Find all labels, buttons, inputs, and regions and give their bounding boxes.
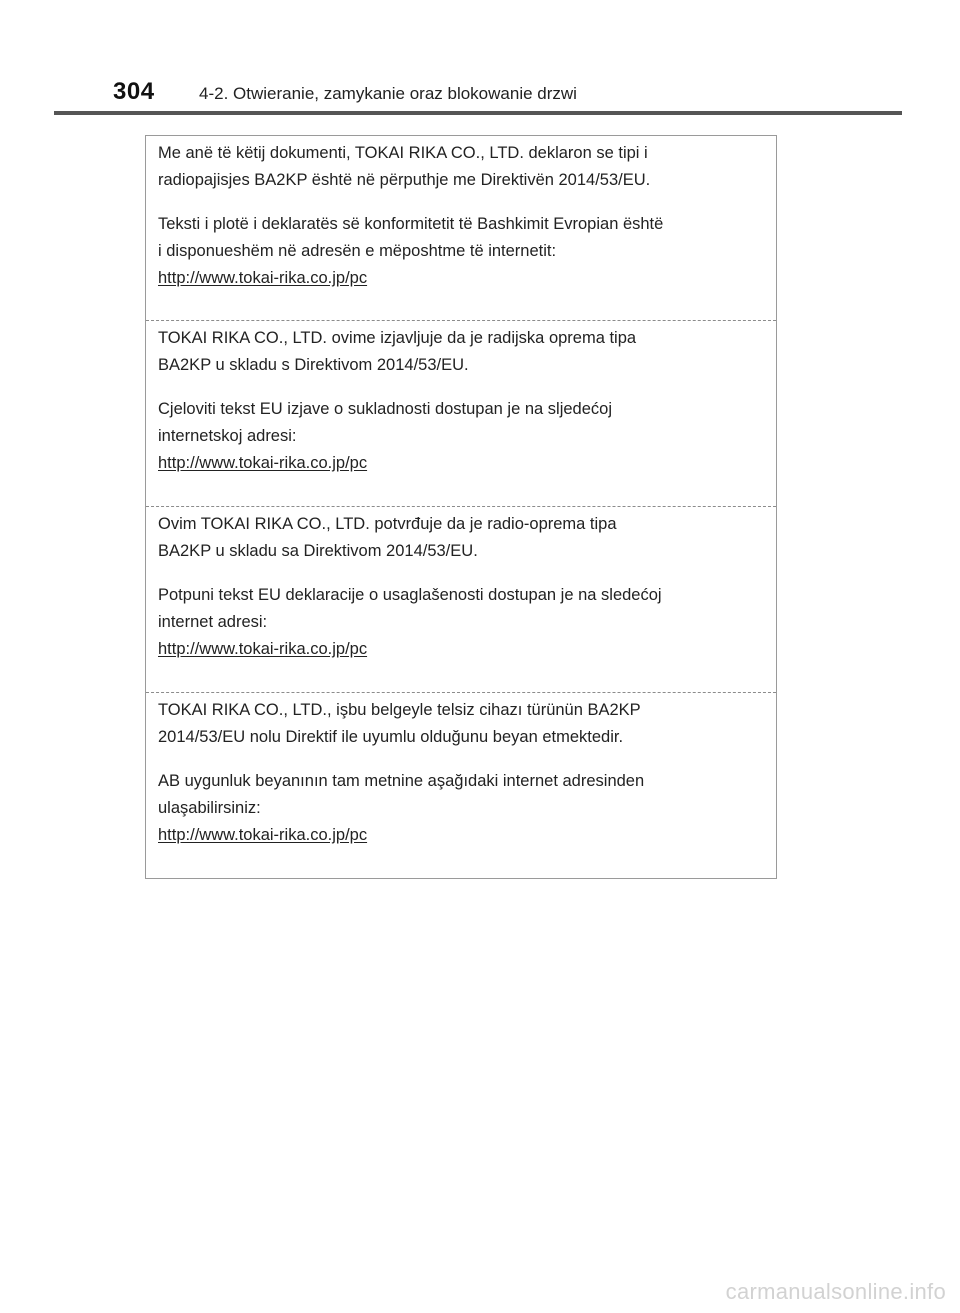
- declaration-link[interactable]: http://www.tokai-rika.co.jp/pc: [158, 269, 368, 287]
- declaration-text-line: Cjeloviti tekst EU izjave o sukladnosti dostupan je na sljedećoj: [158, 400, 612, 418]
- header-divider: [54, 111, 902, 115]
- declaration-text-line: AB uygunluk beyanının tam metnine aşağıdaki internet adresinden: [158, 772, 645, 790]
- declaration-text-line: 2014/53/EU nolu Direktif ile uyumlu olduğunu beyan etmektedir.: [158, 728, 624, 746]
- declaration-text-line: BA2KP u skladu sa Direktivom 2014/53/EU.: [158, 542, 478, 560]
- page-number: 304: [113, 78, 155, 105]
- declaration-text-line: i disponueshëm në adresën e mëposhtme të internetit:: [158, 242, 557, 260]
- declaration-text-line: BA2KP u skladu s Direktivom 2014/53/EU.: [158, 356, 469, 374]
- declaration-text-line: radiopajisjes BA2KP është në përputhje me Direktivën 2014/53/EU.: [158, 171, 651, 189]
- declaration-turkish: [146, 692, 776, 849]
- declaration-text-line: TOKAI RIKA CO., LTD., işbu belgeyle telsiz cihazı türünün BA2KP: [158, 701, 641, 719]
- declaration-link[interactable]: http://www.tokai-rika.co.jp/pc: [158, 454, 368, 472]
- declaration-text-line: Potpuni tekst EU deklaracije o usaglašenosti dostupan je na sledećoj: [158, 586, 662, 604]
- declaration-text-line: Me anë të këtij dokumenti, TOKAI RIKA CO., LTD. deklaron se tipi i: [158, 144, 648, 162]
- declaration-text-line: ulaşabilirsiniz:: [158, 799, 261, 817]
- declaration-link[interactable]: http://www.tokai-rika.co.jp/pc: [158, 826, 368, 844]
- section-title: 4-2. Otwieranie, zamykanie oraz blokowanie drzwi: [199, 84, 577, 103]
- declaration-link[interactable]: http://www.tokai-rika.co.jp/pc: [158, 640, 368, 658]
- declaration-albanian: [146, 140, 776, 292]
- watermark: carmanualsonline.info: [725, 1279, 946, 1304]
- declaration-text-line: TOKAI RIKA CO., LTD. ovime izjavljuje da je radijska oprema tipa: [158, 329, 637, 347]
- declaration-text-line: internet adresi:: [158, 613, 268, 631]
- declaration-box: [145, 135, 777, 879]
- page-header: [0, 0, 960, 116]
- declaration-serbian: [146, 506, 776, 663]
- declaration-croatian: [146, 320, 776, 477]
- declaration-text-line: Teksti i plotë i deklaratës së konformitetit të Bashkimit Evropian është: [158, 215, 664, 233]
- declaration-text-line: Ovim TOKAI RIKA CO., LTD. potvrđuje da je radio-oprema tipa: [158, 515, 617, 533]
- declaration-text-line: internetskoj adresi:: [158, 427, 297, 445]
